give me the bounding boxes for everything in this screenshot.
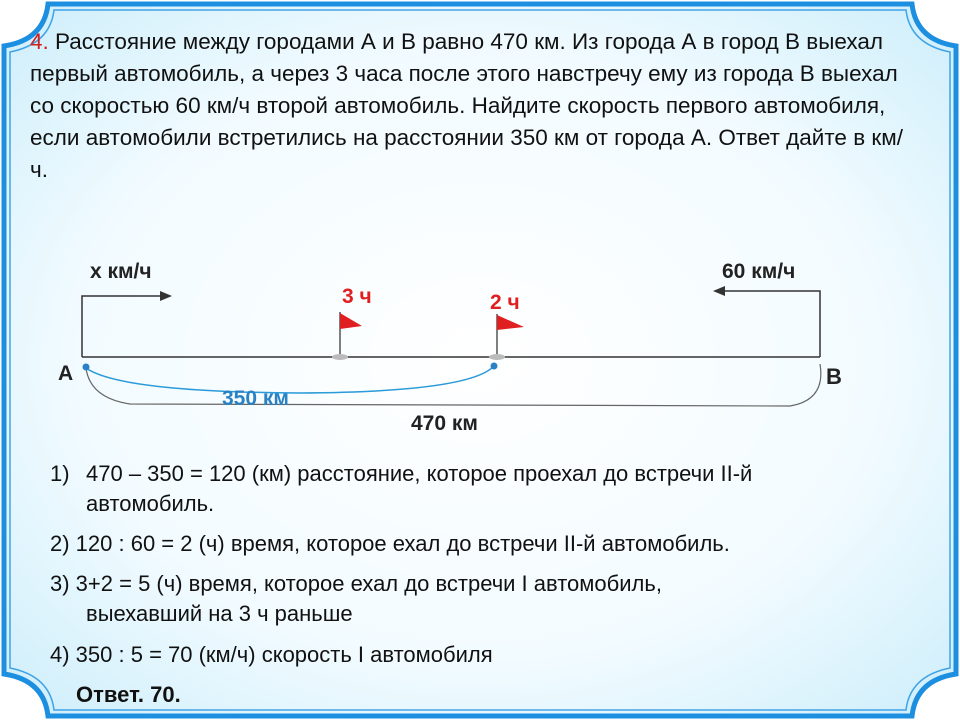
arc-470-label: 470 км bbox=[411, 412, 478, 435]
flag-2-label: 2 ч bbox=[490, 291, 520, 314]
point-b-label: В bbox=[826, 364, 842, 389]
step-2-text: 2) 120 : 60 = 2 (ч) время, которое ехал до встречи II-й автомобиль. bbox=[50, 531, 730, 556]
problem-number: 4. bbox=[30, 29, 49, 54]
arrow-second-car-head bbox=[713, 286, 725, 296]
step-3 bbox=[50, 569, 662, 629]
flag-1-icon bbox=[340, 313, 362, 329]
arc-470 bbox=[86, 364, 821, 406]
point-meet-dot bbox=[491, 363, 498, 370]
step-1 bbox=[50, 459, 752, 519]
arc-350-label: 350 км bbox=[222, 387, 289, 410]
step-3-line2: выехавший на 3 ч раньше bbox=[86, 601, 353, 626]
step-1-line2: автомобиль. bbox=[86, 491, 215, 516]
arrow-first-car-head bbox=[160, 291, 172, 301]
speed-second-label: 60 км/ч bbox=[722, 260, 796, 283]
problem-body: Расстояние между городами А и В равно 470 км. Из города А в город В выехал первый автомобиль, а через 3 часа после этого навстречу ему из города В выехал со скоростью 60 км/ч второй автомобиль. Найдите скорость первого автомобиля, если автомобили встретились на расстоянии 350 км от города А. Ответ дайте в км/ч. bbox=[30, 29, 903, 182]
step-2 bbox=[50, 529, 730, 559]
flag-1-base bbox=[332, 354, 348, 360]
step-4 bbox=[50, 640, 493, 670]
arc-350 bbox=[86, 366, 494, 393]
step-3-line1: 3) 3+2 = 5 (ч) время, которое ехал до встречи I автомобиль, bbox=[50, 571, 662, 596]
step-1-number: 1) bbox=[50, 461, 70, 486]
flag-2-base bbox=[489, 354, 505, 360]
step-1-line1: 470 – 350 = 120 (км) расстояние, которое проехал до встречи II-й bbox=[86, 461, 753, 486]
arrow-second-car bbox=[716, 291, 820, 357]
speed-first-label: x км/ч bbox=[90, 260, 152, 283]
point-a-label: А bbox=[58, 362, 74, 385]
point-a-dot bbox=[83, 364, 90, 371]
flag-1-label: 3 ч bbox=[342, 285, 372, 308]
step-4-text: 4) 350 : 5 = 70 (км/ч) скорость I автомобиля bbox=[50, 642, 493, 667]
arrow-first-car bbox=[82, 296, 170, 357]
answer: Ответ. 70. bbox=[76, 682, 181, 707]
flag-2-icon bbox=[497, 315, 524, 330]
